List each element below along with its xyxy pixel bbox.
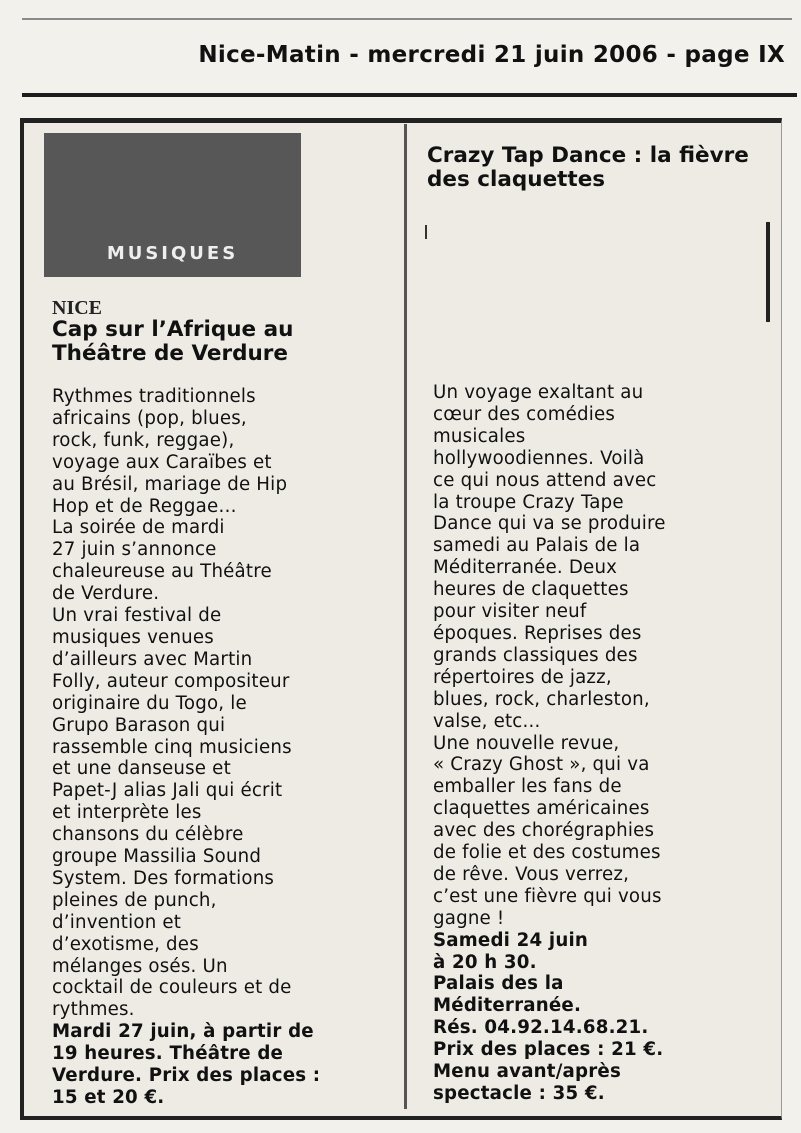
article-kicker: NICE <box>52 297 103 319</box>
article-headline-left: Cap sur l’Afrique au Théâtre de Verdure <box>52 317 294 366</box>
article-headline-right: Crazy Tap Dance : la fièvre des claquettes <box>427 143 749 192</box>
margin-tick <box>425 225 427 239</box>
section-label: MUSIQUES <box>106 243 239 264</box>
article-body-right <box>433 382 778 1105</box>
top-rule <box>22 18 792 20</box>
header-rule <box>22 93 797 97</box>
practical-info-left: Mardi 27 juin, à partir de 19 heures. Théâtre de Verdure. Prix des places : 15 et 20 €. <box>52 1021 321 1108</box>
column-divider <box>404 124 407 1109</box>
article-body-left-text: Rythmes traditionnels africains (pop, blues, rock, funk, reggae), voyage aux Caraïbes et au Brésil, mariage de Hip Hop et de Reggae… La soirée de mardi 27 juin s’annonce chaleureuse au Théâtre de Verdure. Un vrai festival de musiques venues d’ailleurs avec Martin Folly, auteur compositeur originaire du Togo, le Grupo Barason qui rassemble cinq musiciens et une danseuse et Papet-J alias Jali qui écrit et interprète les chansons du célèbre groupe Massilia Sound System. Des formations pleines de punch, d’invention et d’exotisme, des mélanges osés. Un cocktail de couleurs et de rythmes. <box>52 386 292 1021</box>
section-badge <box>44 133 301 277</box>
margin-bar <box>766 222 770 322</box>
page-header: Nice-Matin - mercredi 21 juin 2006 - page IX <box>198 42 785 68</box>
article-body-left <box>52 386 397 1109</box>
practical-info-right: Samedi 24 juin à 20 h 30. Palais des la Méditerranée. Rés. 04.92.14.68.21. Prix des places : 21 €. Menu avant/après spectacle : 35 €. <box>433 929 664 1104</box>
article-body-right-text: Un voyage exaltant au cœur des comédies musicales hollywoodiennes. Voilà ce qui nous attend avec la troupe Crazy Tape Dance qui va se produire samedi au Palais de la Méditerranée. Deux heures de claquettes pour visiter neuf époques. Reprises des grands classiques des répertoires de jazz, blues, rock, charleston, valse, etc... Une nouvelle revue, « Crazy Ghost », qui va emballer les fans de claquettes américaines avec des chorégraphies de folie et des costumes de rêve. Vous verrez, c’est une fièvre qui vous gagne ! <box>433 382 666 929</box>
